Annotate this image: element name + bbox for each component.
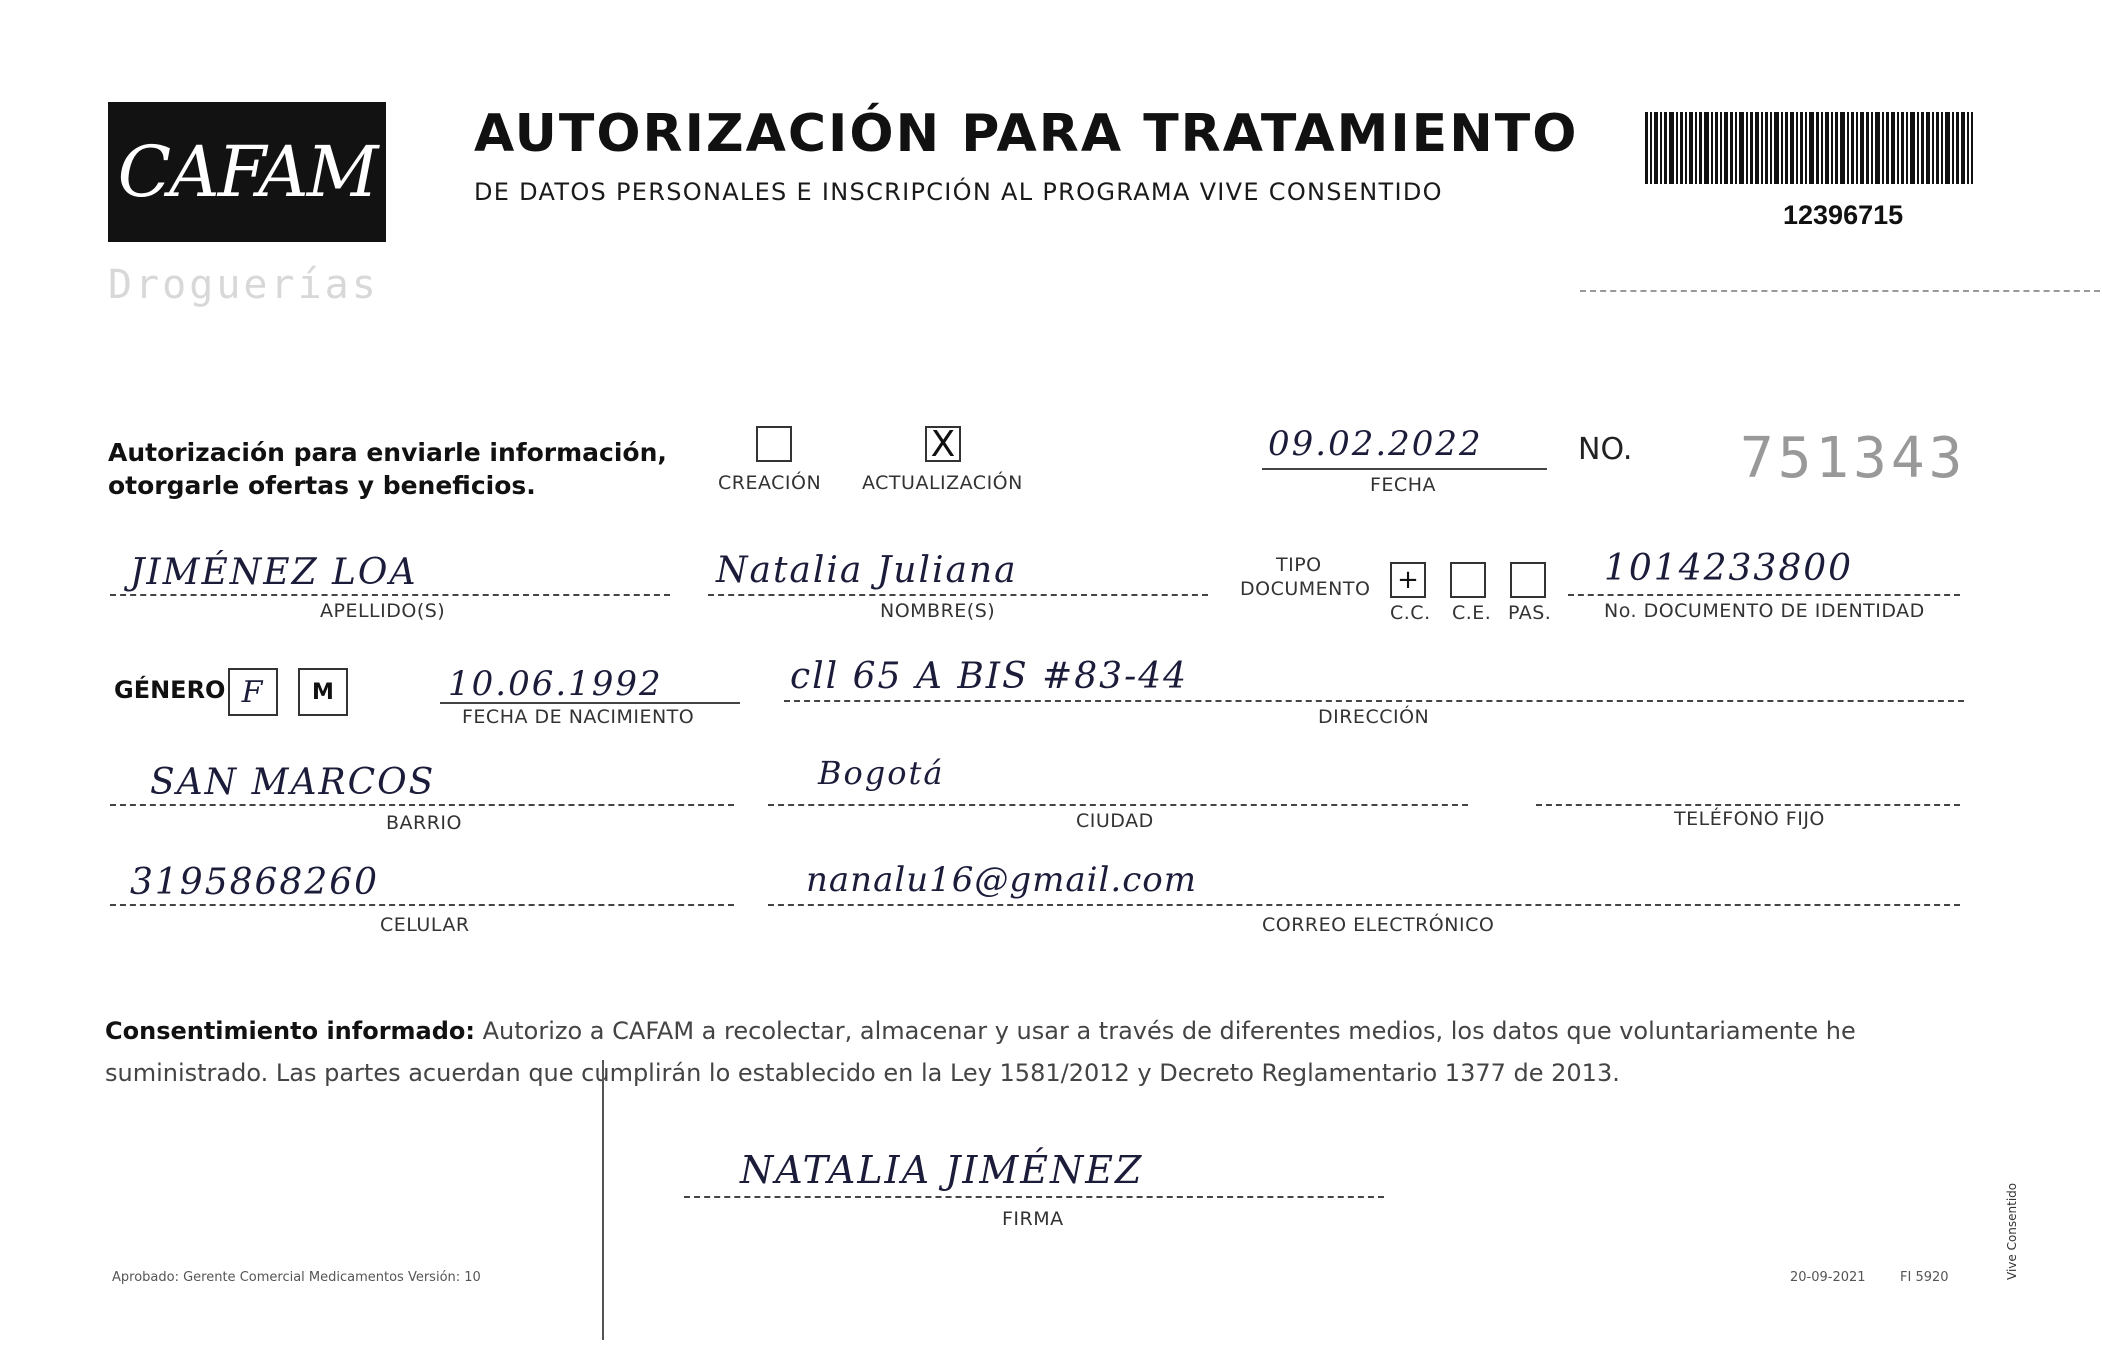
genero-label: GÉNERO — [114, 676, 226, 704]
footer-approval: Aprobado: Gerente Comercial Medicamentos Versión: 10 — [112, 1270, 481, 1285]
document-title: AUTORIZACIÓN PARA TRATAMIENTO — [474, 104, 1579, 164]
tipo-label: TIPO — [1276, 554, 1322, 576]
ce-label: C.E. — [1452, 602, 1492, 624]
barcode — [1645, 112, 1973, 184]
ciudad-value[interactable]: Bogotá — [818, 754, 945, 792]
creacion-label: CREACIÓN — [718, 472, 822, 494]
consent-heading: Consentimiento informado: — [105, 1017, 475, 1045]
genero-m-checkbox[interactable] — [298, 668, 348, 716]
telefono-line — [1536, 804, 1960, 806]
documento-line — [1568, 594, 1960, 596]
no-label: NO. — [1578, 432, 1633, 467]
nombres-label: NOMBRE(S) — [880, 600, 996, 622]
logo-subtext: Droguerías — [108, 262, 379, 308]
document-subtitle: DE DATOS PERSONALES E INSCRIPCIÓN AL PROGRAMA VIVE CONSENTIDO — [474, 178, 1443, 206]
fecha-line — [1262, 468, 1547, 470]
barcode-number: 12396715 — [1783, 200, 1904, 230]
fecha-value[interactable]: 09.02.2022 — [1268, 424, 1483, 464]
correo-value[interactable]: nanalu16@gmail.com — [806, 860, 1197, 900]
nacimiento-value[interactable]: 10.06.1992 — [448, 664, 663, 704]
nombres-value[interactable]: Natalia Juliana — [716, 550, 1018, 591]
header-divider — [1580, 290, 2100, 292]
side-vertical-text: Vive Consentido — [2005, 1182, 2019, 1280]
actualizacion-mark: X — [930, 423, 956, 465]
apellidos-value[interactable]: JIMÉNEZ LOA — [130, 552, 418, 593]
genero-f-checkbox[interactable] — [228, 668, 278, 716]
cc-checkbox[interactable] — [1390, 562, 1426, 598]
consent-body: Autorizo a CAFAM a recolectar, almacenar y usar a través de diferentes medios, los datos que voluntariamente he suministrado. Las partes acuerdan que cumplirán lo establecido en la Ley 1581/2012 y Decreto Reglamentario 1377 de 2013. — [105, 1017, 1856, 1087]
apellidos-line — [110, 594, 670, 596]
creacion-checkbox[interactable] — [756, 426, 792, 462]
nombres-line — [708, 594, 1208, 596]
barrio-label: BARRIO — [386, 812, 462, 834]
pas-label: PAS. — [1508, 602, 1552, 624]
direccion-line — [784, 700, 1964, 702]
signature-label: FIRMA — [1002, 1208, 1064, 1230]
documento-label: DOCUMENTO — [1240, 578, 1371, 600]
direccion-label: DIRECCIÓN — [1318, 706, 1430, 728]
correo-line — [768, 904, 1960, 906]
nacimiento-line — [440, 702, 740, 704]
scan-mark-line — [602, 1060, 604, 1340]
celular-value[interactable]: 3195868260 — [130, 862, 380, 903]
cafam-logo — [108, 102, 386, 242]
documento-number-label: No. DOCUMENTO DE IDENTIDAD — [1604, 600, 1925, 622]
authorization-line-1: Autorización para enviarle información, — [108, 438, 667, 467]
signature-line — [684, 1196, 1384, 1198]
footer-date: 20-09-2021 — [1790, 1270, 1866, 1285]
logo-text: CAFAM — [117, 131, 377, 213]
genero-f-mark: F — [241, 674, 265, 710]
cc-mark: + — [1397, 565, 1419, 595]
cc-label: C.C. — [1390, 602, 1431, 624]
nacimiento-label: FECHA DE NACIMIENTO — [462, 706, 695, 728]
barrio-line — [110, 804, 734, 806]
direccion-value[interactable]: cll 65 A BIS #83-44 — [790, 656, 1189, 697]
footer-code: FI 5920 — [1900, 1270, 1949, 1285]
ciudad-line — [768, 804, 1468, 806]
ce-checkbox[interactable] — [1450, 562, 1486, 598]
celular-label: CELULAR — [380, 914, 470, 936]
documento-value[interactable]: 1014233800 — [1604, 548, 1854, 589]
ciudad-label: CIUDAD — [1076, 810, 1154, 832]
genero-m-label: M — [312, 679, 334, 705]
authorization-text — [108, 436, 667, 502]
correo-label: CORREO ELECTRÓNICO — [1262, 914, 1495, 936]
signature-value[interactable]: NATALIA JIMÉNEZ — [740, 1148, 1144, 1192]
actualizacion-label: ACTUALIZACIÓN — [862, 472, 1023, 494]
apellidos-label: APELLIDO(S) — [320, 600, 446, 622]
authorization-line-2: otorgarle ofertas y beneficios. — [108, 471, 536, 500]
fecha-label: FECHA — [1370, 474, 1436, 496]
pas-checkbox[interactable] — [1510, 562, 1546, 598]
celular-line — [110, 904, 734, 906]
consent-paragraph — [105, 1010, 2005, 1094]
telefono-label: TELÉFONO FIJO — [1674, 808, 1825, 830]
barrio-value[interactable]: SAN MARCOS — [150, 762, 436, 803]
form-number: 751343 — [1740, 426, 1967, 491]
actualizacion-checkbox[interactable] — [925, 423, 961, 465]
